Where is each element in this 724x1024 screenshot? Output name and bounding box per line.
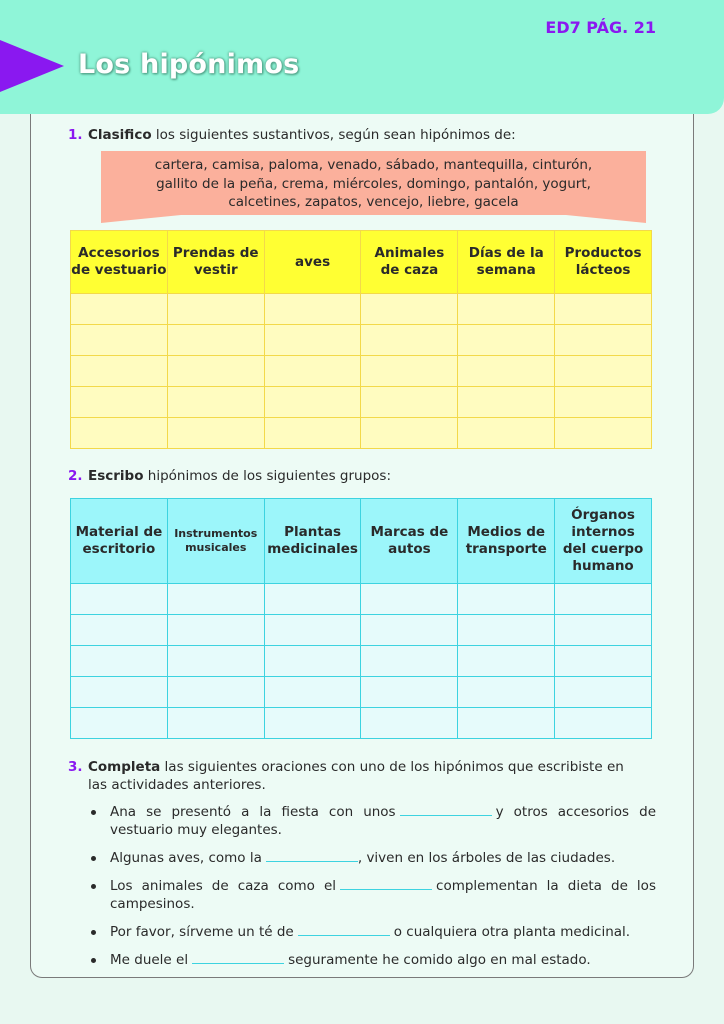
column-header: Prendas de vestir bbox=[167, 231, 264, 294]
fill-blank[interactable] bbox=[298, 924, 390, 936]
question-text: hipónimos de los siguientes grupos: bbox=[143, 468, 391, 484]
list-item bbox=[90, 803, 656, 839]
question-verb: Escribo bbox=[88, 468, 144, 484]
answer-cell[interactable] bbox=[458, 325, 555, 356]
list-item bbox=[90, 923, 656, 941]
sentence-start: Por favor, sírveme un té de bbox=[110, 924, 294, 940]
answer-cell[interactable] bbox=[167, 387, 264, 418]
answer-cell[interactable] bbox=[71, 356, 168, 387]
question-number: 2. bbox=[68, 468, 83, 484]
list-item bbox=[90, 877, 656, 913]
answer-cell[interactable] bbox=[264, 418, 361, 449]
page-title: Los hipónimos bbox=[78, 49, 300, 80]
classification-table bbox=[70, 230, 652, 449]
answer-cell[interactable] bbox=[555, 646, 652, 677]
answer-cell[interactable] bbox=[555, 677, 652, 708]
word-bank bbox=[101, 151, 646, 215]
answer-cell[interactable] bbox=[71, 708, 168, 739]
answer-cell[interactable] bbox=[71, 584, 168, 615]
answer-cell[interactable] bbox=[167, 356, 264, 387]
table-row bbox=[71, 294, 652, 325]
list-item bbox=[90, 951, 656, 969]
sentence-end: o cualquiera otra planta medicinal. bbox=[393, 924, 631, 940]
answer-cell[interactable] bbox=[458, 677, 555, 708]
answer-cell[interactable] bbox=[167, 294, 264, 325]
table-header-row bbox=[71, 499, 652, 584]
answer-cell[interactable] bbox=[264, 387, 361, 418]
answer-cell[interactable] bbox=[361, 387, 458, 418]
answer-cell[interactable] bbox=[361, 294, 458, 325]
column-header: Medios de transporte bbox=[458, 499, 555, 584]
column-header: Instrumentos musicales bbox=[167, 499, 264, 584]
table-row bbox=[71, 387, 652, 418]
triangle-marker bbox=[0, 40, 64, 92]
question-text-continued: las actividades anteriores. bbox=[88, 777, 266, 793]
header-banner bbox=[0, 0, 724, 114]
answer-cell[interactable] bbox=[458, 356, 555, 387]
column-header: Marcas de autos bbox=[361, 499, 458, 584]
answer-cell[interactable] bbox=[71, 418, 168, 449]
answer-cell[interactable] bbox=[361, 356, 458, 387]
answer-cell[interactable] bbox=[167, 677, 264, 708]
answer-cell[interactable] bbox=[71, 677, 168, 708]
answer-cell[interactable] bbox=[458, 584, 555, 615]
table-row bbox=[71, 646, 652, 677]
answer-cell[interactable] bbox=[555, 615, 652, 646]
answer-cell[interactable] bbox=[458, 646, 555, 677]
column-header: Animales de caza bbox=[361, 231, 458, 294]
answer-cell[interactable] bbox=[458, 615, 555, 646]
answer-cell[interactable] bbox=[458, 708, 555, 739]
column-header: Órganos internos del cuerpo humano bbox=[555, 499, 652, 584]
table-row bbox=[71, 356, 652, 387]
list-item bbox=[90, 849, 656, 867]
answer-cell[interactable] bbox=[458, 418, 555, 449]
answer-cell[interactable] bbox=[555, 325, 652, 356]
table-row bbox=[71, 615, 652, 646]
column-header: Accesorios de vestuario bbox=[71, 231, 168, 294]
table-row bbox=[71, 677, 652, 708]
page-reference: ED7 PÁG. 21 bbox=[545, 18, 656, 37]
sentence-end: complementan la dieta de los campesinos. bbox=[110, 878, 656, 912]
column-header: aves bbox=[264, 231, 361, 294]
question-text: las siguientes oraciones con uno de los hipónimos que escribiste en bbox=[160, 759, 624, 775]
column-header: Productos lácteos bbox=[555, 231, 652, 294]
question-verb: Clasifico bbox=[88, 127, 152, 143]
table-header-row bbox=[71, 231, 652, 294]
sentence-end: seguramente he comido algo en mal estado. bbox=[288, 952, 591, 968]
answer-cell[interactable] bbox=[555, 418, 652, 449]
fill-blank[interactable] bbox=[400, 804, 492, 816]
word-bank-tail-right bbox=[566, 215, 646, 223]
answer-cell[interactable] bbox=[264, 356, 361, 387]
answer-cell[interactable] bbox=[361, 418, 458, 449]
table-row bbox=[71, 325, 652, 356]
answer-cell[interactable] bbox=[167, 615, 264, 646]
word-bank-tail-left bbox=[101, 215, 181, 223]
sentence-list bbox=[90, 803, 656, 979]
answer-cell[interactable] bbox=[264, 325, 361, 356]
answer-cell[interactable] bbox=[71, 294, 168, 325]
answer-cell[interactable] bbox=[71, 646, 168, 677]
column-header: Días de la semana bbox=[458, 231, 555, 294]
answer-cell[interactable] bbox=[555, 584, 652, 615]
answer-cell[interactable] bbox=[264, 646, 361, 677]
answer-cell[interactable] bbox=[264, 708, 361, 739]
answer-cell[interactable] bbox=[361, 677, 458, 708]
hyponym-groups-table bbox=[70, 498, 652, 739]
word-bank-line: calcetines, zapatos, vencejo, liebre, gacela bbox=[228, 194, 519, 210]
answer-cell[interactable] bbox=[361, 646, 458, 677]
sentence-start: Los animales de caza como el bbox=[110, 878, 337, 894]
fill-blank[interactable] bbox=[266, 850, 358, 862]
question-3 bbox=[68, 758, 658, 794]
question-verb: Completa bbox=[88, 759, 161, 775]
table-row bbox=[71, 584, 652, 615]
table-row bbox=[71, 708, 652, 739]
answer-cell[interactable] bbox=[555, 294, 652, 325]
fill-blank[interactable] bbox=[340, 878, 432, 890]
answer-cell[interactable] bbox=[264, 677, 361, 708]
sentence-start: Me duele el bbox=[110, 952, 189, 968]
column-header: Material de escritorio bbox=[71, 499, 168, 584]
column-header: Plantas medicinales bbox=[264, 499, 361, 584]
question-number: 3. bbox=[68, 759, 83, 775]
question-2 bbox=[68, 467, 658, 485]
answer-cell[interactable] bbox=[167, 325, 264, 356]
answer-cell[interactable] bbox=[167, 584, 264, 615]
word-bank-line: cartera, camisa, paloma, venado, sábado, mantequilla, cinturón, bbox=[154, 157, 593, 173]
sentence-start: Algunas aves, como la bbox=[110, 850, 262, 866]
answer-cell[interactable] bbox=[71, 615, 168, 646]
question-1 bbox=[68, 126, 658, 144]
answer-cell[interactable] bbox=[555, 356, 652, 387]
answer-cell[interactable] bbox=[458, 294, 555, 325]
answer-cell[interactable] bbox=[361, 615, 458, 646]
sentence-start: Ana se presentó a la fiesta con unos bbox=[110, 804, 396, 820]
answer-cell[interactable] bbox=[458, 387, 555, 418]
sentence-end: , viven en los árboles de las ciudades. bbox=[357, 850, 616, 866]
answer-cell[interactable] bbox=[264, 615, 361, 646]
answer-cell[interactable] bbox=[167, 708, 264, 739]
answer-cell[interactable] bbox=[361, 584, 458, 615]
sentence-end: y otros accesorios de vestuario muy elegantes. bbox=[110, 804, 656, 838]
answer-cell[interactable] bbox=[167, 418, 264, 449]
answer-cell[interactable] bbox=[264, 294, 361, 325]
answer-cell[interactable] bbox=[71, 387, 168, 418]
answer-cell[interactable] bbox=[71, 325, 168, 356]
table-row bbox=[71, 418, 652, 449]
question-number: 1. bbox=[68, 127, 83, 143]
answer-cell[interactable] bbox=[361, 325, 458, 356]
answer-cell[interactable] bbox=[361, 708, 458, 739]
word-bank-line: gallito de la peña, crema, miércoles, domingo, pantalón, yogurt, bbox=[156, 175, 591, 192]
question-text: los siguientes sustantivos, según sean hipónimos de: bbox=[151, 127, 516, 143]
answer-cell[interactable] bbox=[555, 387, 652, 418]
fill-blank[interactable] bbox=[192, 952, 284, 964]
answer-cell[interactable] bbox=[264, 584, 361, 615]
answer-cell[interactable] bbox=[167, 646, 264, 677]
answer-cell[interactable] bbox=[555, 708, 652, 739]
